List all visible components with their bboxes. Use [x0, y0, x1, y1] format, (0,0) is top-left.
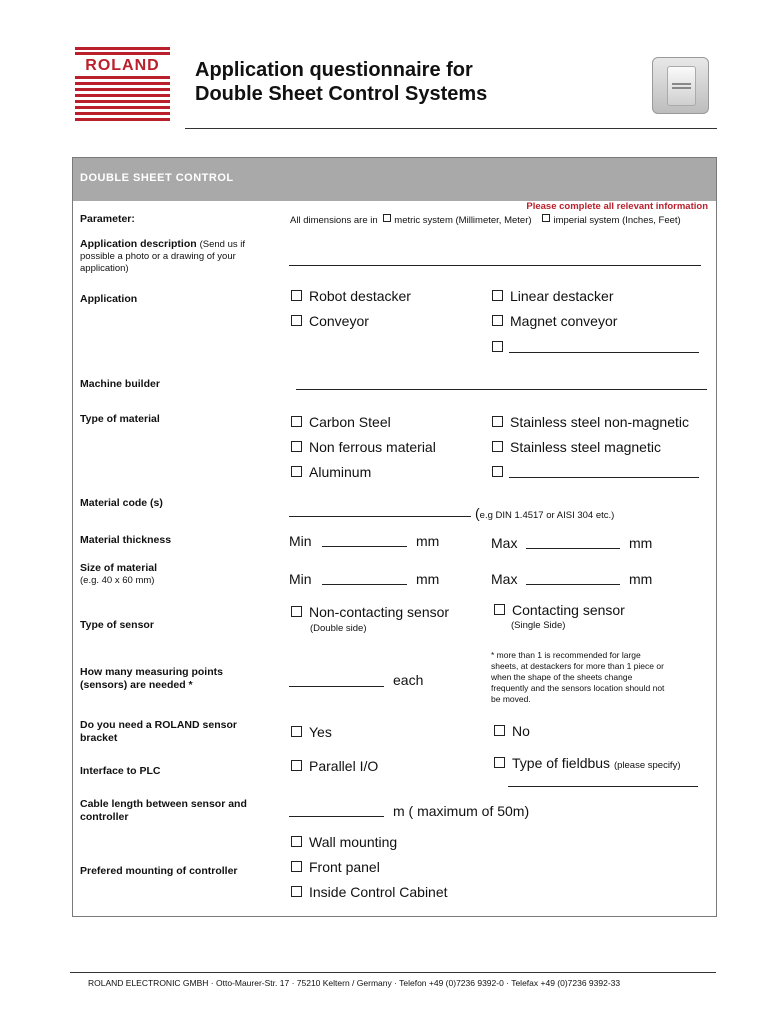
- machine-builder-field[interactable]: [296, 389, 707, 390]
- material-size-label: Size of material (e.g. 40 x 60 mm): [80, 562, 158, 586]
- cable-length-label: Cable length between sensor and controller: [80, 798, 247, 823]
- complete-note: Please complete all relevant information: [526, 201, 708, 212]
- checkbox[interactable]: [291, 416, 302, 427]
- material-code-hint: (e.g DIN 1.4517 or AISI 304 etc.): [475, 505, 615, 521]
- logo-text: ROLAND: [75, 57, 170, 74]
- checkbox[interactable]: [494, 757, 505, 768]
- fieldbus-field[interactable]: [508, 786, 698, 787]
- measuring-points-label: How many measuring points (sensors) are needed *: [80, 666, 223, 691]
- thickness-min-unit: mm: [416, 533, 440, 549]
- parameter-label: Parameter:: [80, 213, 135, 225]
- sensor-type-label: Type of sensor: [80, 619, 154, 631]
- machine-builder-label: Machine builder: [80, 378, 160, 390]
- measuring-points-note: * more than 1 is recommended for large sheets, at destackers for more than 1 piece or when the shape of the sheets change frequently and the sensors location should not be moved.: [491, 650, 665, 704]
- sensor-bracket-label: Do you need a ROLAND sensor bracket: [80, 719, 237, 744]
- measuring-points-field[interactable]: [289, 686, 384, 687]
- other-application-field[interactable]: [509, 352, 699, 353]
- checkbox[interactable]: [291, 606, 302, 617]
- option-linear-destacker[interactable]: Linear destacker: [492, 288, 614, 304]
- thickness-min-field[interactable]: [322, 546, 407, 547]
- double-sheet-sensor-icon: [652, 57, 709, 114]
- size-min-field[interactable]: [322, 584, 407, 585]
- material-code-label: Material code (s): [80, 497, 163, 509]
- non-contacting-sub: (Double side): [310, 623, 367, 634]
- footer-address: ROLAND ELECTRONIC GMBH · Otto-Maurer-Str. 17 · 75210 Keltern / Germany · Telefon +49 (0)7236 9392-0 · Telefax +49 (0)7236 9392-33: [88, 978, 621, 988]
- checkbox[interactable]: [492, 466, 503, 477]
- option-parallel-io[interactable]: Parallel I/O: [291, 758, 378, 774]
- checkbox[interactable]: [291, 836, 302, 847]
- thickness-max-label: Max: [491, 535, 518, 551]
- option-aluminum[interactable]: Aluminum: [291, 464, 371, 480]
- checkbox[interactable]: [494, 604, 505, 615]
- option-stainless-non-magnetic[interactable]: Stainless steel non-magnetic: [492, 414, 689, 430]
- option-front-panel[interactable]: Front panel: [291, 859, 380, 875]
- checkbox[interactable]: [492, 441, 503, 452]
- checkbox[interactable]: [291, 466, 302, 477]
- size-max-unit: mm: [629, 571, 653, 587]
- page-title: Application questionnaire for Double Sheet Control Systems: [195, 59, 488, 105]
- option-other-application[interactable]: [492, 339, 510, 355]
- material-code-field[interactable]: [289, 516, 471, 517]
- checkbox[interactable]: [492, 341, 503, 352]
- option-robot-destacker[interactable]: Robot destacker: [291, 288, 411, 304]
- option-carbon-steel[interactable]: Carbon Steel: [291, 414, 391, 430]
- checkbox[interactable]: [494, 725, 505, 736]
- other-material-field[interactable]: [509, 477, 699, 478]
- option-fieldbus[interactable]: Type of fieldbus (please specify): [494, 755, 680, 772]
- size-max-label: Max: [491, 571, 518, 587]
- thickness-max-unit: mm: [629, 535, 653, 551]
- material-thickness-label: Material thickness: [80, 534, 172, 546]
- checkbox[interactable]: [291, 726, 302, 737]
- material-type-label: Type of material: [80, 413, 160, 425]
- contacting-sub: (Single Side): [511, 620, 566, 631]
- option-stainless-magnetic[interactable]: Stainless steel magnetic: [492, 439, 661, 455]
- checkbox[interactable]: [291, 861, 302, 872]
- size-min-label: Min: [289, 571, 312, 587]
- header-divider: [185, 128, 717, 129]
- thickness-max-field[interactable]: [526, 548, 620, 549]
- checkbox[interactable]: [291, 290, 302, 301]
- thickness-min-label: Min: [289, 533, 312, 549]
- option-contacting-sensor[interactable]: Contacting sensor: [494, 602, 625, 618]
- interface-label: Interface to PLC: [80, 765, 161, 777]
- footer-divider: [70, 972, 716, 973]
- metric-checkbox[interactable]: [383, 214, 391, 222]
- application-label: Application: [80, 293, 138, 305]
- cable-length-field[interactable]: [289, 816, 384, 817]
- option-other-material[interactable]: [492, 464, 510, 480]
- option-wall-mounting[interactable]: Wall mounting: [291, 834, 397, 850]
- dimension-choice: All dimensions are in metric system (Millimeter, Meter) imperial system (Inches, Feet): [290, 215, 681, 226]
- size-max-field[interactable]: [526, 584, 620, 585]
- roland-logo: [75, 47, 170, 123]
- option-non-ferrous[interactable]: Non ferrous material: [291, 439, 436, 455]
- checkbox[interactable]: [291, 441, 302, 452]
- application-description-field[interactable]: [289, 265, 701, 266]
- application-description-label: Application description (Send us if possible a photo or a drawing of your application): [80, 238, 246, 274]
- option-conveyor[interactable]: Conveyor: [291, 313, 369, 329]
- checkbox[interactable]: [291, 760, 302, 771]
- size-min-unit: mm: [416, 571, 440, 587]
- imperial-checkbox[interactable]: [542, 214, 550, 222]
- checkbox[interactable]: [291, 315, 302, 326]
- checkbox[interactable]: [492, 290, 503, 301]
- checkbox[interactable]: [492, 315, 503, 326]
- checkbox[interactable]: [492, 416, 503, 427]
- option-inside-cabinet[interactable]: Inside Control Cabinet: [291, 884, 448, 900]
- option-magnet-conveyor[interactable]: Magnet conveyor: [492, 313, 617, 329]
- option-non-contacting-sensor[interactable]: Non-contacting sensor: [291, 604, 449, 620]
- checkbox[interactable]: [291, 886, 302, 897]
- measuring-points-unit: each: [393, 672, 424, 688]
- option-bracket-yes[interactable]: Yes: [291, 724, 332, 740]
- mounting-label: Prefered mounting of controller: [80, 865, 238, 877]
- cable-length-text: m ( maximum of 50m): [393, 803, 530, 819]
- section-title: DOUBLE SHEET CONTROL: [80, 172, 234, 184]
- option-bracket-no[interactable]: No: [494, 723, 530, 739]
